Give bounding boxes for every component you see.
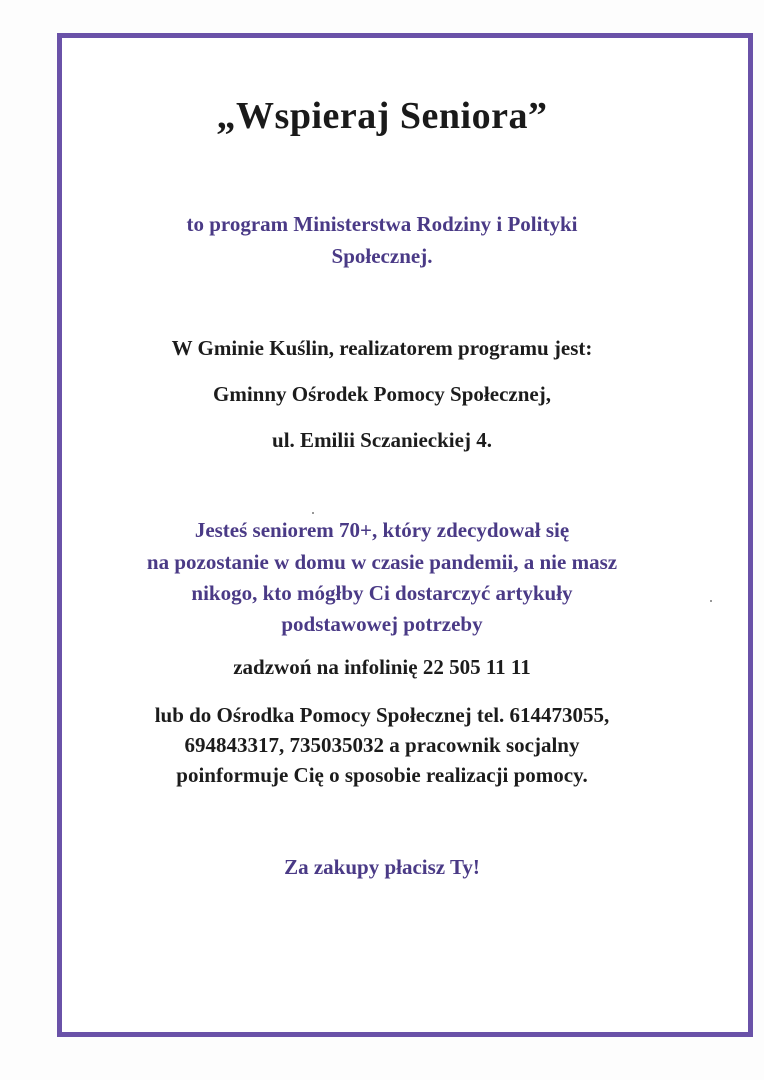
scan-speck: [312, 512, 314, 514]
senior-line-2: na pozostanie w domu w czasie pandemii, a nie masz: [146, 550, 618, 574]
senior-line-4: podstawowej potrzeby: [281, 612, 483, 636]
senior-line-3: nikogo, kto mógłby Ci dostarczyć artykuły: [191, 581, 573, 605]
intro-line-1: to program Ministerstwa Rodziny i Polityki: [186, 212, 578, 236]
document-title: „Wspieraj Seniora”: [216, 95, 548, 137]
senior-line-1: Jesteś seniorem 70+, który zdecydował się: [194, 518, 570, 542]
scan-speck: [710, 600, 712, 602]
hotline-line: zadzwoń na infolinię 22 505 11 11: [233, 655, 531, 679]
realizer-line-2: Gminny Ośrodek Pomocy Społecznej,: [213, 382, 551, 406]
closing-line: Za zakupy płacisz Ty!: [284, 855, 480, 879]
contact-line-1: lub do Ośrodka Pomocy Społecznej tel. 614473055,: [154, 703, 610, 727]
realizer-line-3: ul. Emilii Sczanieckiej 4.: [272, 428, 492, 452]
contact-line-3: poinformuje Cię o sposobie realizacji pomocy.: [176, 763, 588, 787]
realizer-line-1: W Gminie Kuślin, realizatorem programu jest:: [171, 336, 593, 360]
intro-line-2: Społecznej.: [331, 244, 433, 268]
contact-line-2: 694843317, 735035032 a pracownik socjalny: [184, 733, 580, 757]
